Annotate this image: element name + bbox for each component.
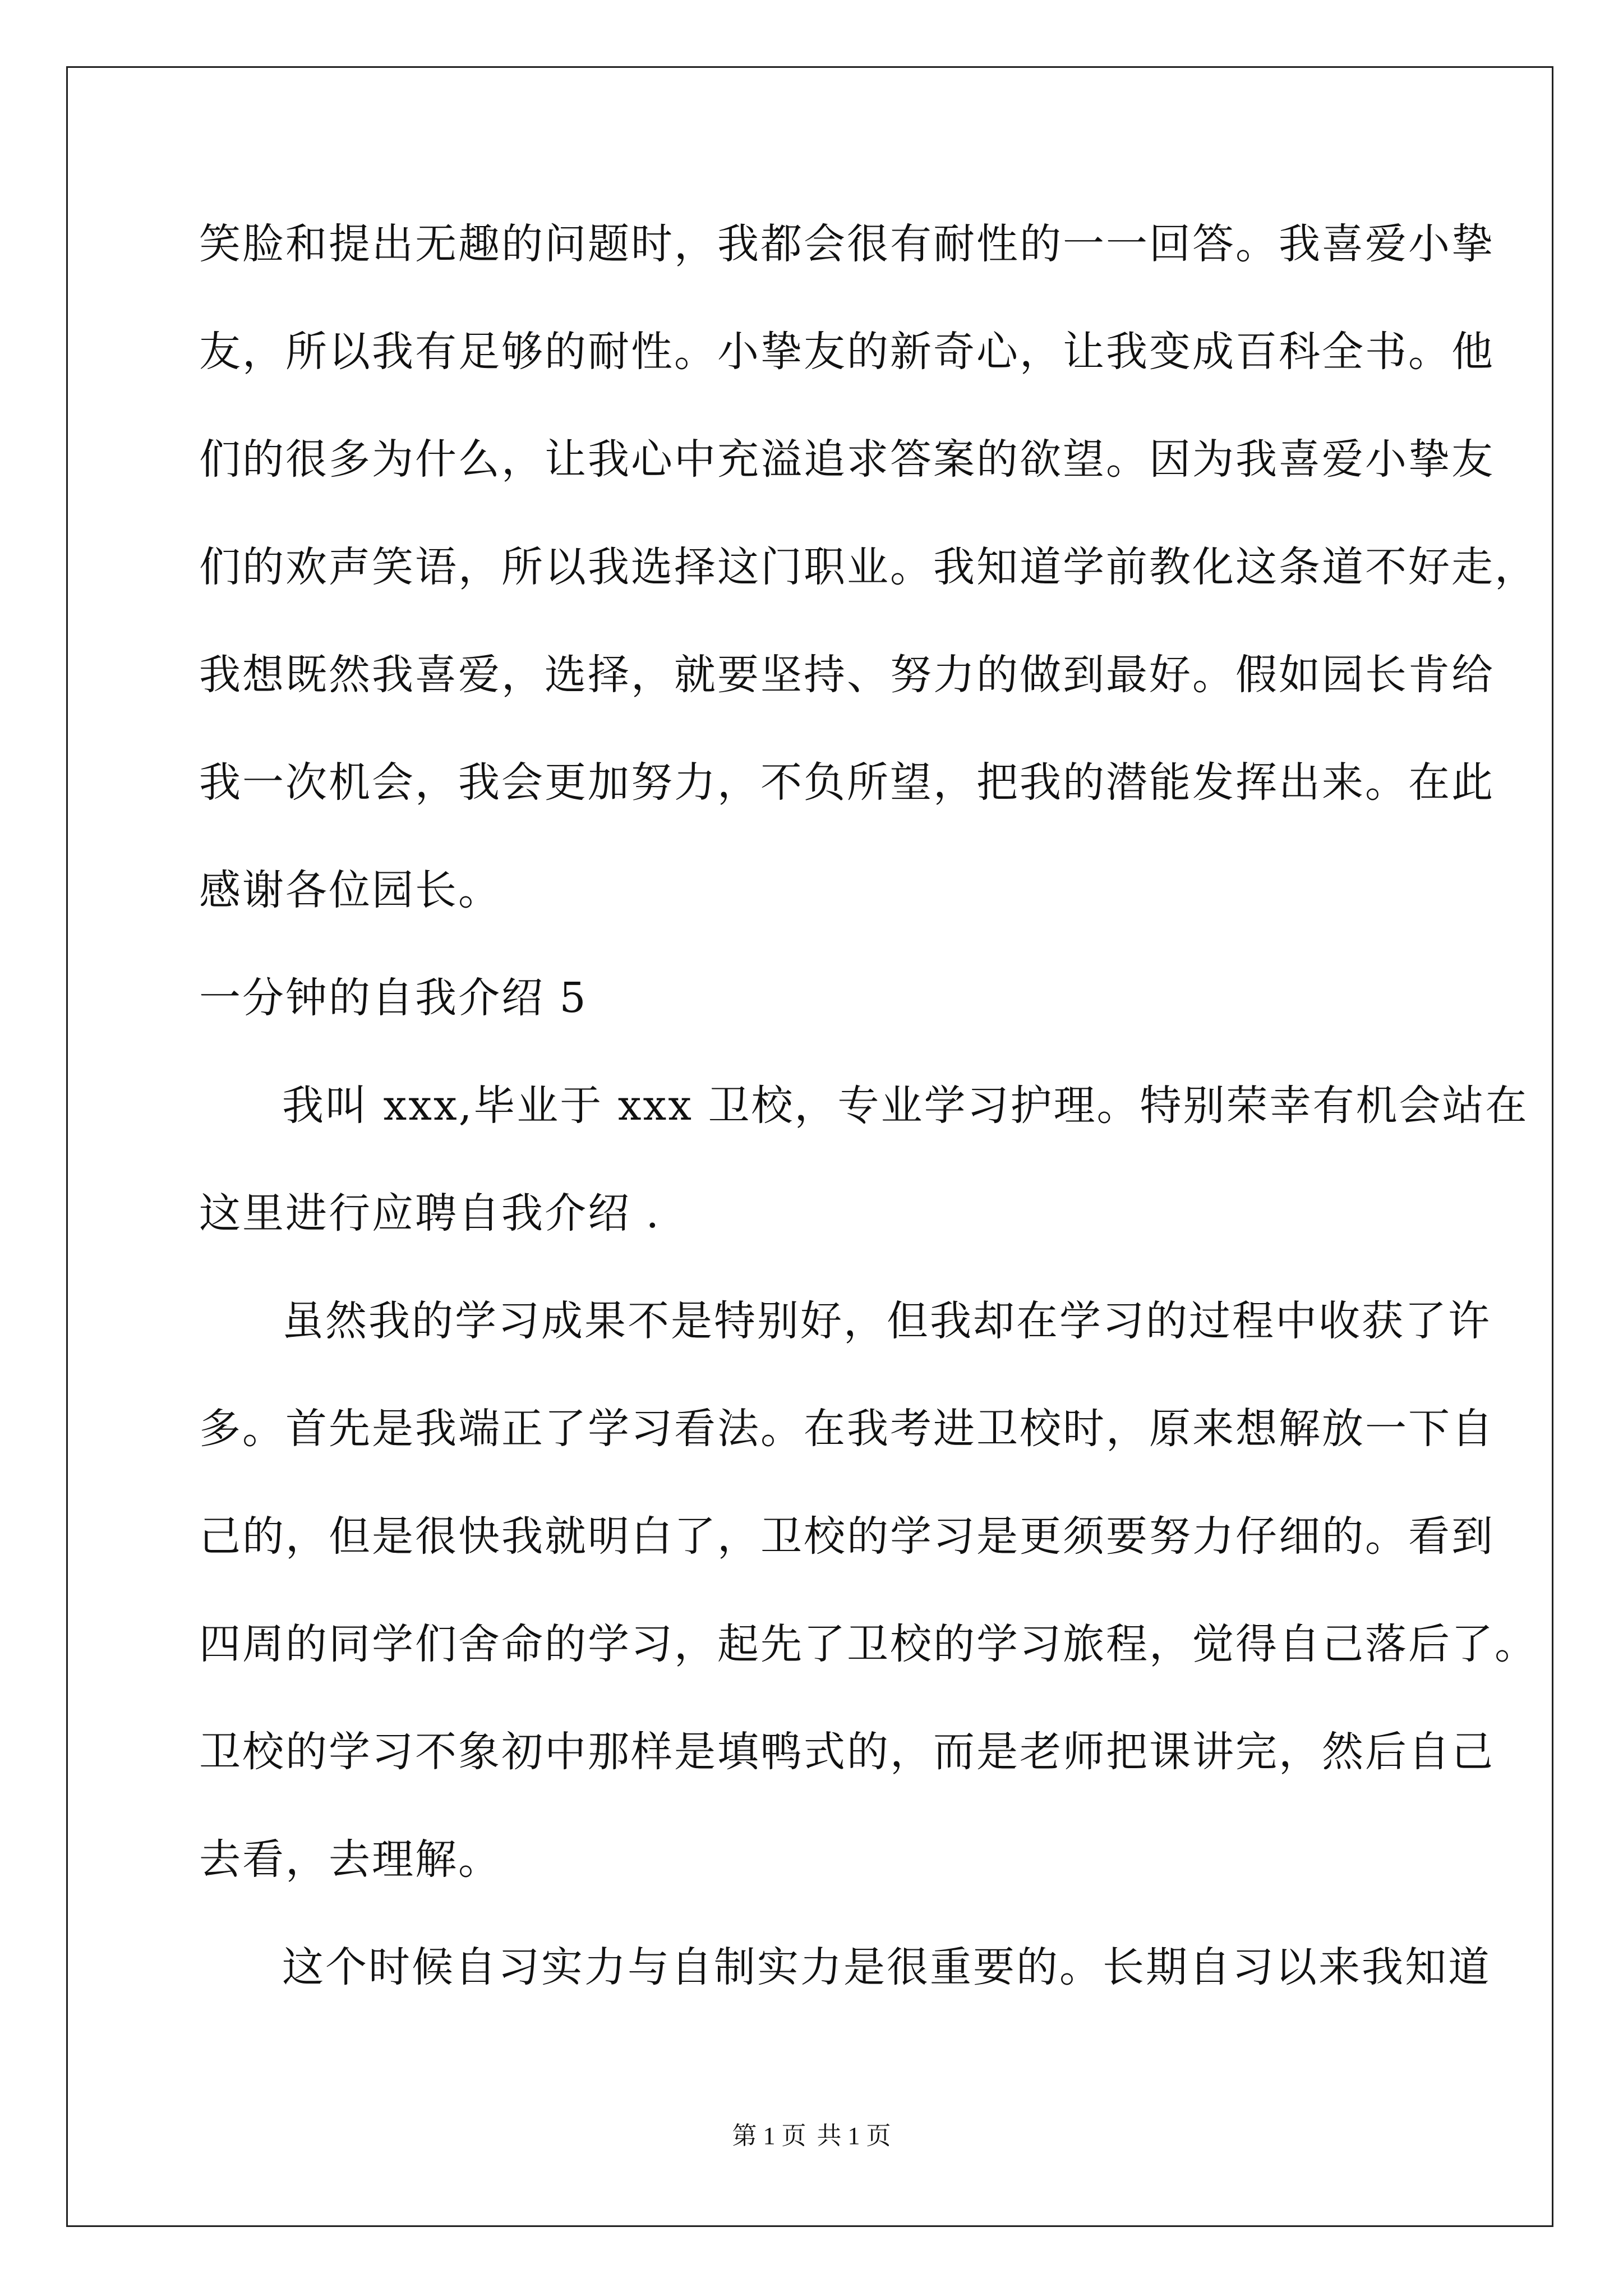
paragraph-start: 这个时候自习实力与自制实力是很重要的。长期自习以来我知道: [282, 1943, 1491, 1991]
text-line: 卫校的学习不象初中那样是填鸭式的，而是老师把课讲完，然后自己: [199, 1728, 1495, 1776]
text-line: 笑脸和提出无趣的问题时，我都会很有耐性的一一回答。我喜爱小挚: [199, 220, 1495, 268]
text-line: 四周的同学们舍命的学习，起先了卫校的学习旅程，觉得自己落后了。: [199, 1620, 1538, 1668]
text-line: 们的欢声笑语，所以我选择这门职业。我知道学前教化这条道不好走，: [199, 543, 1538, 591]
text-line: 去看，去理解。: [199, 1835, 501, 1884]
section-heading: 一分钟的自我介绍 5: [199, 974, 588, 1022]
page-number: 第 1 页: [732, 2122, 806, 2150]
document-body: [199, 202, 1538, 2033]
text-line: 己的，但是很快我就明白了，卫校的学习是更须要努力仔细的。看到: [199, 1512, 1495, 1561]
text-line: 多。首先是我端正了学习看法。在我考进卫校时，原来想解放一下自: [199, 1405, 1495, 1453]
page-total: 共 1 页: [817, 2122, 891, 2150]
text-line: 我想既然我喜爱，选择，就要坚持、努力的做到最好。假如园长肯给: [199, 651, 1495, 699]
text-line: 这里进行应聘自我介绍 .: [199, 1189, 661, 1237]
text-line: 感谢各位园长。: [199, 866, 501, 914]
text-line: 我一次机会，我会更加努力，不负所望，把我的潜能发挥出来。在此: [199, 758, 1495, 807]
paragraph-start: 我叫 xxx,毕业于 xxx 卫校，专业学习护理。特别荣幸有机会站在: [282, 1082, 1529, 1130]
page-footer: [0, 2119, 1623, 2153]
text-line: 们的很多为什么，让我心中充溢追求答案的欲望。因为我喜爱小挚友: [199, 435, 1495, 484]
text-line: 友，所以我有足够的耐性。小挚友的新奇心，让我变成百科全书。他: [199, 328, 1495, 376]
paragraph-start: 虽然我的学习成果不是特别好，但我却在学习的过程中收获了许: [282, 1297, 1491, 1345]
